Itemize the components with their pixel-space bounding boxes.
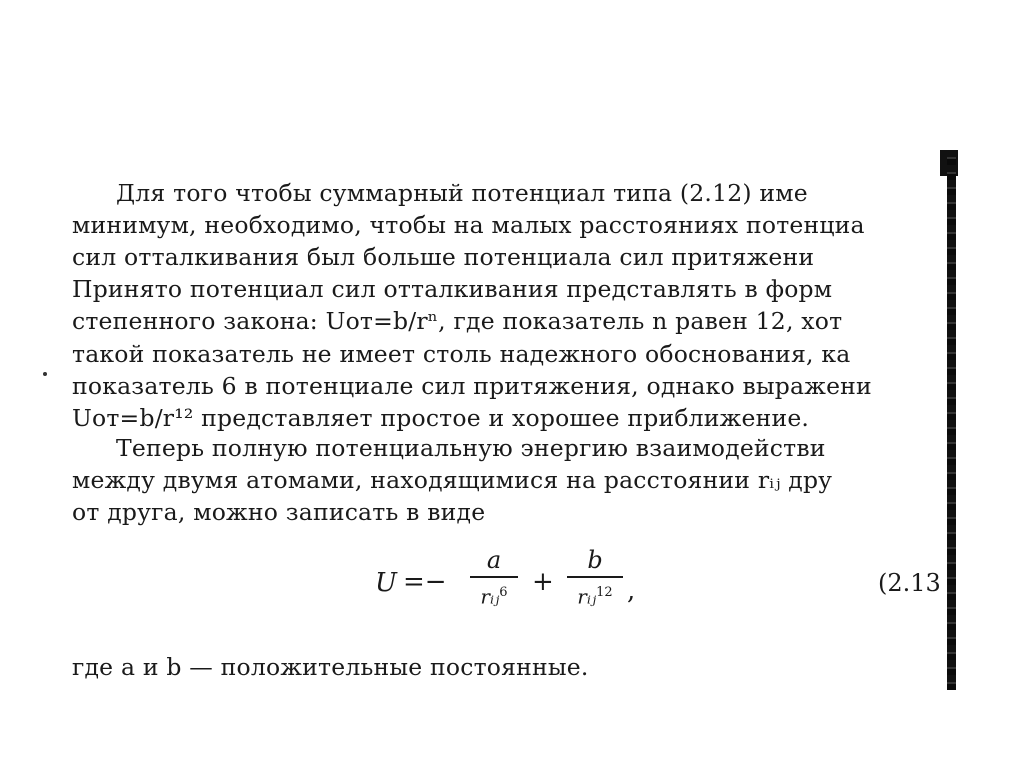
text-line: Теперь полную потенциальную энергию взаимодействи <box>116 434 826 462</box>
fraction-bar <box>567 576 623 578</box>
text-line: сил отталкивания был больше потенциала сил притяжени <box>72 243 815 271</box>
text-line: между двумя атомами, находящимися на расстоянии rᵢⱼ дру <box>72 466 833 494</box>
fraction-denominator: rᵢⱼ$^6$ <box>480 584 508 609</box>
text-line: показатель 6 в потенциале сил притяжения, однако выражени <box>72 372 872 400</box>
text-line: Принято потенциал сил отталкивания представлять в форм <box>72 275 833 303</box>
exponent: 12 <box>596 585 613 600</box>
text-line: Uот=b/r¹² представляет простое и хорошее приближение. <box>72 404 810 432</box>
text-line: такой показатель не имеет столь надежного обоснования, ка <box>72 340 851 368</box>
equation-lhs: U <box>375 568 397 598</box>
fraction-numerator: a <box>486 546 502 574</box>
text-line: Для того чтобы суммарный потенциал типа (2.12) име <box>116 179 808 207</box>
equation-equals-minus: =− <box>403 567 447 597</box>
text-line: от друга, можно записать в виде <box>72 498 486 526</box>
fraction-repulsion <box>567 546 623 610</box>
fraction-denominator: rᵢⱼ$^{12}$ <box>577 584 613 609</box>
equation-number: (2.13 <box>878 569 941 597</box>
fraction-bar <box>470 576 518 578</box>
text-line: степенного закона: Uот=b/rⁿ, где показатель n равен 12, хот <box>72 307 843 335</box>
equation <box>375 540 675 630</box>
closing-text-line: где a и b — положительные постоянные. <box>72 653 589 681</box>
text-line: минимум, необходимо, чтобы на малых расстояниях потенциа <box>72 211 865 239</box>
fraction-numerator: b <box>587 546 603 574</box>
margin-speck <box>43 372 47 376</box>
equation-plus: + <box>532 567 554 597</box>
equation-comma: , <box>627 576 636 606</box>
exponent: 6 <box>499 585 508 600</box>
fraction-attraction <box>470 546 518 610</box>
